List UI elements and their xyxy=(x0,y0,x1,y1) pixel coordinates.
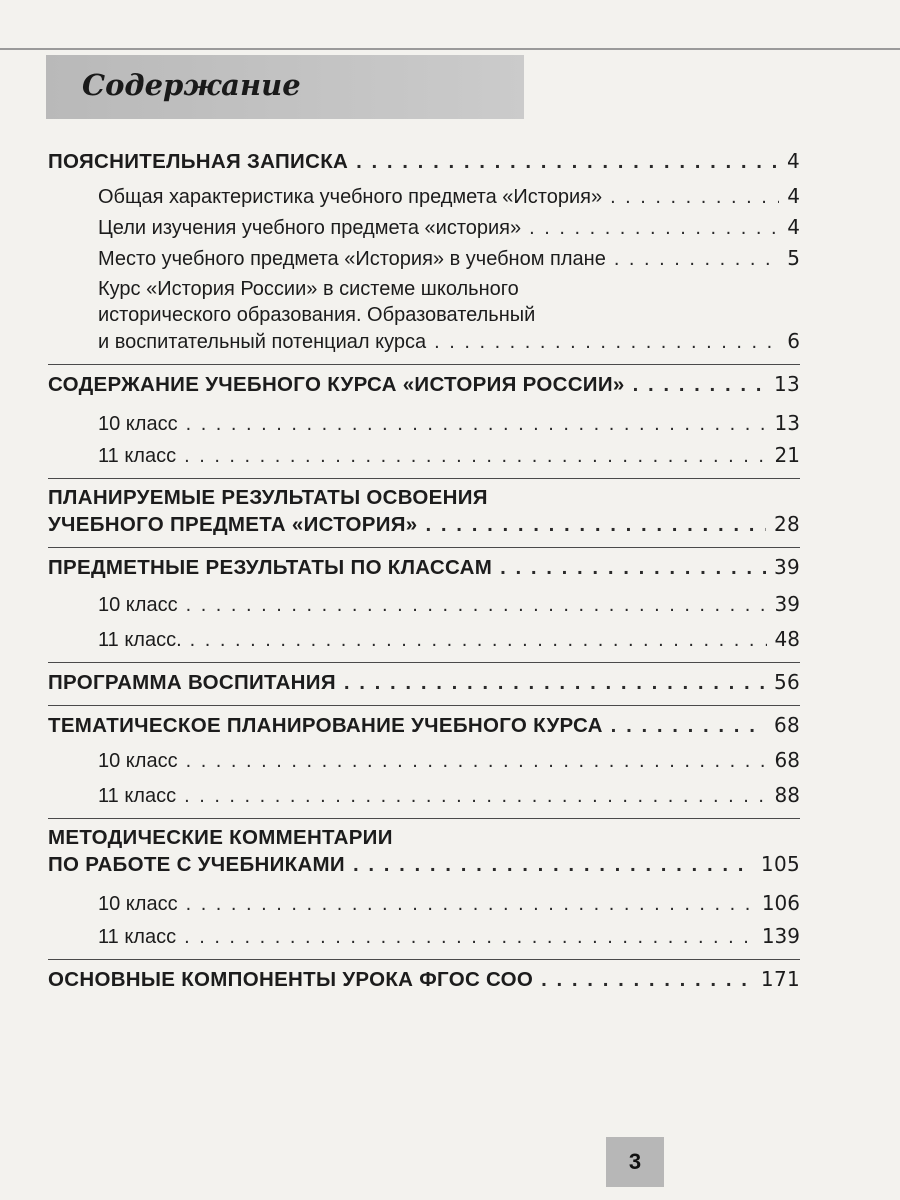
toc-entry-title: УЧЕБНОГО ПРЕДМЕТА «ИСТОРИЯ» xyxy=(48,513,418,536)
toc-entry-title: 11 класс xyxy=(98,445,177,467)
toc-entry-title: ПОЯСНИТЕЛЬНАЯ ЗАПИСКА xyxy=(48,150,349,173)
toc-entry-title: 11 класс xyxy=(98,926,177,948)
toc-entry-title: 11 класс xyxy=(98,785,177,807)
toc-entry-title: исторического образования. Образовательный xyxy=(98,304,536,326)
toc-section[interactable] xyxy=(48,825,800,878)
toc-page-number: 106 xyxy=(761,891,800,915)
toc-entry-title: ПРЕДМЕТНЫЕ РЕЗУЛЬТАТЫ ПО КЛАССАМ xyxy=(48,556,493,579)
toc-entry-title: 10 класс xyxy=(98,594,178,616)
toc-page-number: 56 xyxy=(773,670,800,694)
toc-page-number: 6 xyxy=(787,329,800,353)
toc-entry-title: Цели изучения учебного предмета «история» xyxy=(98,217,522,239)
toc-page-number: 139 xyxy=(761,924,800,948)
dot-leader xyxy=(184,924,754,950)
dot-leader xyxy=(610,184,779,210)
toc-subsection[interactable] xyxy=(48,747,800,774)
toc-subsection[interactable] xyxy=(48,442,800,469)
dot-leader xyxy=(186,891,754,917)
toc-page-number: 105 xyxy=(760,852,800,876)
dot-leader xyxy=(633,372,766,398)
toc-page-number: 4 xyxy=(787,215,800,239)
toc-entry-title: Общая характеристика учебного предмета «История» xyxy=(98,186,603,208)
toc-page-number: 28 xyxy=(773,512,800,536)
toc-page-number: 4 xyxy=(787,184,800,208)
dot-leader xyxy=(186,411,767,437)
table-of-contents xyxy=(48,148,800,993)
toc-page-number: 39 xyxy=(773,555,800,579)
toc-subsection[interactable] xyxy=(48,782,800,809)
toc-entry-title: 11 класс. xyxy=(98,629,182,651)
toc-subsection[interactable] xyxy=(48,276,800,355)
toc-page-number: 48 xyxy=(774,627,800,651)
toc-section[interactable] xyxy=(48,669,800,696)
toc-page-number: 68 xyxy=(774,748,800,772)
toc-page-number: 171 xyxy=(760,967,800,991)
toc-entry-title: Место учебного предмета «История» в учебном плане xyxy=(98,248,606,270)
toc-subsection[interactable] xyxy=(48,410,800,437)
toc-entry-title: 10 класс xyxy=(98,413,178,435)
top-rule xyxy=(0,48,900,50)
toc-entry-title: и воспитательный потенциал курса xyxy=(98,331,427,353)
toc-subsection[interactable] xyxy=(48,591,800,618)
toc-entry-title: ПРОГРАММА ВОСПИТАНИЯ xyxy=(48,671,336,694)
toc-section[interactable] xyxy=(48,371,800,398)
toc-subsection[interactable] xyxy=(48,626,800,653)
page-title: Содержание xyxy=(82,68,301,102)
toc-entry-title: Курс «История России» в системе школьного xyxy=(98,278,519,300)
dot-leader xyxy=(541,967,753,993)
dot-leader xyxy=(184,443,766,469)
toc-section[interactable] xyxy=(48,554,800,581)
toc-section[interactable] xyxy=(48,148,800,175)
dot-leader xyxy=(614,246,779,272)
toc-entry-title: 10 класс xyxy=(98,893,178,915)
toc-subsection[interactable] xyxy=(48,245,800,272)
dot-leader xyxy=(426,512,766,538)
dot-leader xyxy=(186,592,767,618)
toc-page-number: 13 xyxy=(773,372,800,396)
dot-leader xyxy=(186,748,767,774)
dot-leader xyxy=(353,852,753,878)
toc-section[interactable] xyxy=(48,712,800,739)
toc-entry-title: МЕТОДИЧЕСКИЕ КОММЕНТАРИИ xyxy=(48,826,393,849)
page-number: 3 xyxy=(628,1149,642,1174)
toc-entry-title: ПО РАБОТЕ С УЧЕБНИКАМИ xyxy=(48,853,345,876)
toc-subsection[interactable] xyxy=(48,214,800,241)
toc-entry-title: 10 класс xyxy=(98,750,178,772)
toc-page-number: 68 xyxy=(773,713,800,737)
dot-leader xyxy=(500,555,766,581)
toc-page-number: 5 xyxy=(787,246,800,270)
dot-leader xyxy=(434,329,779,355)
dot-leader xyxy=(611,713,766,739)
dot-leader xyxy=(529,215,779,241)
page-number-box xyxy=(606,1137,664,1187)
dot-leader xyxy=(356,149,779,175)
toc-page-number: 4 xyxy=(786,149,800,173)
toc-entry-title: ТЕМАТИЧЕСКОЕ ПЛАНИРОВАНИЕ УЧЕБНОГО КУРСА xyxy=(48,714,603,737)
dot-leader xyxy=(344,670,766,696)
toc-entry-title: ОСНОВНЫЕ КОМПОНЕНТЫ УРОКА ФГОС СОО xyxy=(48,968,534,991)
toc-page-number: 21 xyxy=(774,443,800,467)
toc-entry-title: СОДЕРЖАНИЕ УЧЕБНОГО КУРСА «ИСТОРИЯ РОССИИ» xyxy=(48,373,625,396)
dot-leader xyxy=(184,783,766,809)
toc-subsection[interactable] xyxy=(48,923,800,950)
dot-leader xyxy=(190,627,767,653)
toc-page-number: 88 xyxy=(774,783,800,807)
toc-section[interactable] xyxy=(48,485,800,538)
toc-subsection[interactable] xyxy=(48,183,800,210)
toc-page-number: 13 xyxy=(774,411,800,435)
toc-entry-title: ПЛАНИРУЕМЫЕ РЕЗУЛЬТАТЫ ОСВОЕНИЯ xyxy=(48,486,488,509)
toc-subsection[interactable] xyxy=(48,890,800,917)
toc-section[interactable] xyxy=(48,966,800,993)
toc-page-number: 39 xyxy=(774,592,800,616)
